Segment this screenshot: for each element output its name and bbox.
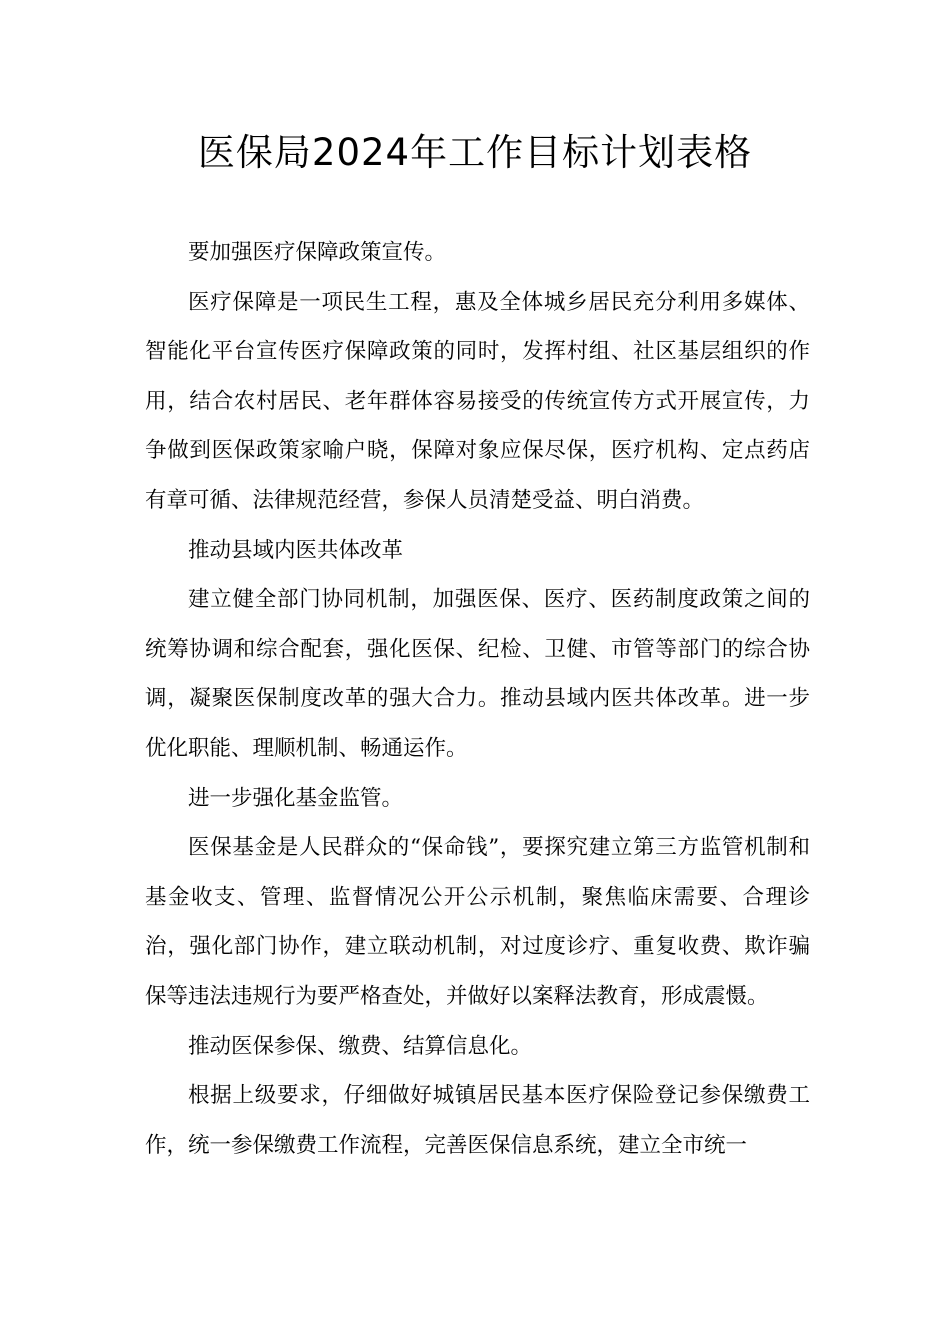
paragraph-fund: 医保基金是人民群众的“保命钱”，要探究建立第三方监管机制和基金收支、管理、监督情况公开公示机制，聚焦临床需要、合理诊治，强化部门协作，建立联动机制，对过度诊疗、重复收费、欺诈骗保等违法违规行为要严格查处，并做好以案释法教育，形成震慑。	[145, 835, 810, 1009]
paragraph-heading-informatization: 推动医保参保、缴费、结算信息化。	[188, 1033, 533, 1059]
paragraph-reform: 建立健全部门协同机制，加强医保、医疗、医药制度政策之间的统筹协调和综合配套，强化医保、纪检、卫健、市管等部门的综合协调，凝聚医保制度改革的强大合力。推动县域内医共体改革。进一步优化职能、理顺机制、畅通运作。	[145, 587, 810, 761]
document-title: 医保局2024年工作目标计划表格	[197, 131, 753, 174]
paragraph-informatization: 根据上级要求，仔细做好城镇居民基本医疗保险登记参保缴费工作，统一参保缴费工作流程，完善医保信息系统，建立全市统一	[145, 1083, 810, 1158]
paragraph-heading-reform: 推动县域内医共体改革	[188, 537, 404, 563]
paragraph-heading-publicity: 要加强医疗保障政策宣传。	[188, 240, 447, 265]
paragraph-publicity: 医疗保障是一项民生工程，惠及全体城乡居民充分利用多媒体、智能化平台宣传医疗保障政策的同时，发挥村组、社区基层组织的作用，结合农村居民、老年群体容易接受的传统宣传方式开展宣传，力争做到医保政策家喻户晓，保障对象应保尽保，医疗机构、定点药店有章可循、法律规范经营，参保人员清楚受益、明白消费。	[145, 289, 810, 513]
document-body	[145, 228, 810, 1170]
paragraph-heading-fund: 进一步强化基金监管。	[188, 785, 404, 811]
